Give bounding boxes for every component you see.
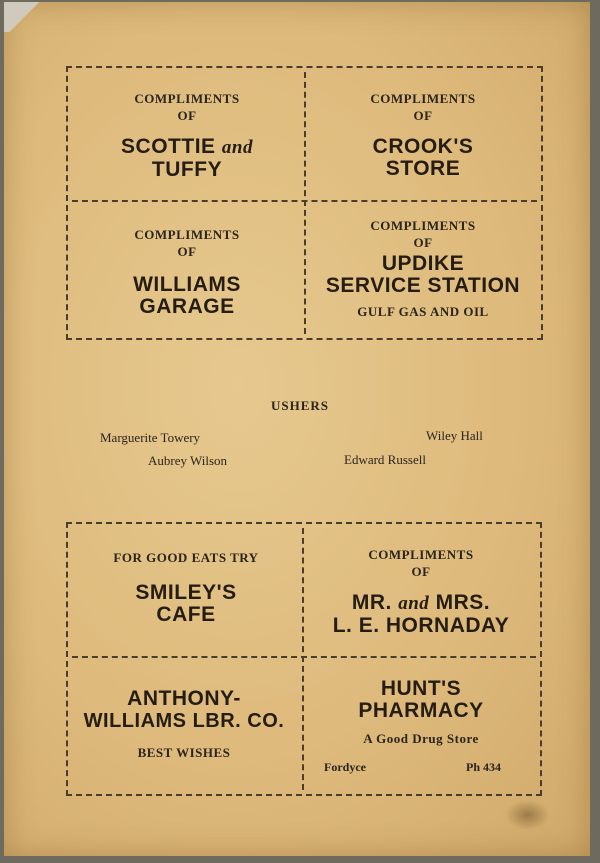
- bottom-horizontal-divider: [72, 656, 536, 658]
- ad-williams-garage: [70, 226, 304, 318]
- ad-sponsor-name-line2: SERVICE STATION: [325, 274, 521, 297]
- usher-name: Aubrey Wilson: [148, 453, 228, 468]
- ad-of-label: OF: [177, 244, 197, 259]
- ad-of-label: OF: [411, 564, 431, 579]
- ad-compliments-label: COMPLIMENTS: [370, 91, 476, 106]
- ad-updike-service-station: [306, 217, 540, 320]
- ad-sponsor-name-line2: WILLIAMS LBR. CO.: [83, 710, 285, 732]
- ad-sponsor-name-line2: PHARMACY: [358, 699, 484, 722]
- ad-anthony-williams-lumber: [66, 688, 302, 761]
- ad-tagline: GULF GAS AND OIL: [357, 304, 489, 319]
- ad-sponsor-name-line1: CROOK'S: [372, 135, 474, 158]
- ad-tagline: BEST WISHES: [137, 745, 231, 760]
- ad-scottie-tuffy: [70, 90, 304, 181]
- ad-sponsor-name-line1: WILLIAMS: [133, 273, 241, 296]
- ad-sponsor-name-line1: SMILEY'S: [135, 581, 237, 604]
- ad-crooks-store: [306, 90, 540, 180]
- ad-of-label: OF: [413, 235, 433, 250]
- ad-sponsor-name-line2: GARAGE: [139, 295, 235, 318]
- ad-sponsor-name-line1: SCOTTIE and: [121, 135, 253, 158]
- ad-eats-label: FOR GOOD EATS TRY: [113, 550, 259, 565]
- ad-of-label: OF: [413, 108, 433, 123]
- top-horizontal-divider: [72, 200, 537, 202]
- ad-hunts-pharmacy: [304, 678, 538, 747]
- ad-sponsor-name-line2: CAFE: [156, 603, 216, 626]
- ad-sponsor-name-line2: STORE: [385, 157, 461, 180]
- ad-tagline: A Good Drug Store: [363, 731, 479, 746]
- ad-compliments-label: COMPLIMENTS: [370, 218, 476, 233]
- ad-compliments-label: COMPLIMENTS: [134, 227, 240, 242]
- folded-corner: [4, 2, 44, 32]
- ad-hornaday: [304, 546, 538, 637]
- usher-name: Marguerite Towery: [100, 430, 201, 445]
- ad-smileys-cafe: [70, 549, 302, 626]
- paper-stain: [505, 800, 550, 830]
- ad-sponsor-name-line1: HUNT'S: [380, 677, 462, 700]
- ad-sponsor-name-line1: MR. and MRS.: [351, 591, 491, 614]
- ad-sponsor-name-line2: TUFFY: [151, 158, 223, 181]
- ad-compliments-label: COMPLIMENTS: [134, 91, 240, 106]
- usher-name: Edward Russell: [344, 452, 426, 467]
- usher-name: Wiley Hall: [426, 428, 483, 443]
- ad-compliments-label: COMPLIMENTS: [368, 547, 474, 562]
- ad-phone: Ph 434: [466, 760, 502, 774]
- ad-sponsor-name-line1: UPDIKE: [381, 252, 465, 275]
- ushers-heading: USHERS: [270, 398, 330, 413]
- ad-town: Fordyce: [324, 760, 366, 774]
- ad-sponsor-name-line2: L. E. HORNADAY: [332, 614, 510, 637]
- ad-sponsor-name-line1: ANTHONY-: [127, 687, 241, 710]
- ad-of-label: OF: [177, 108, 197, 123]
